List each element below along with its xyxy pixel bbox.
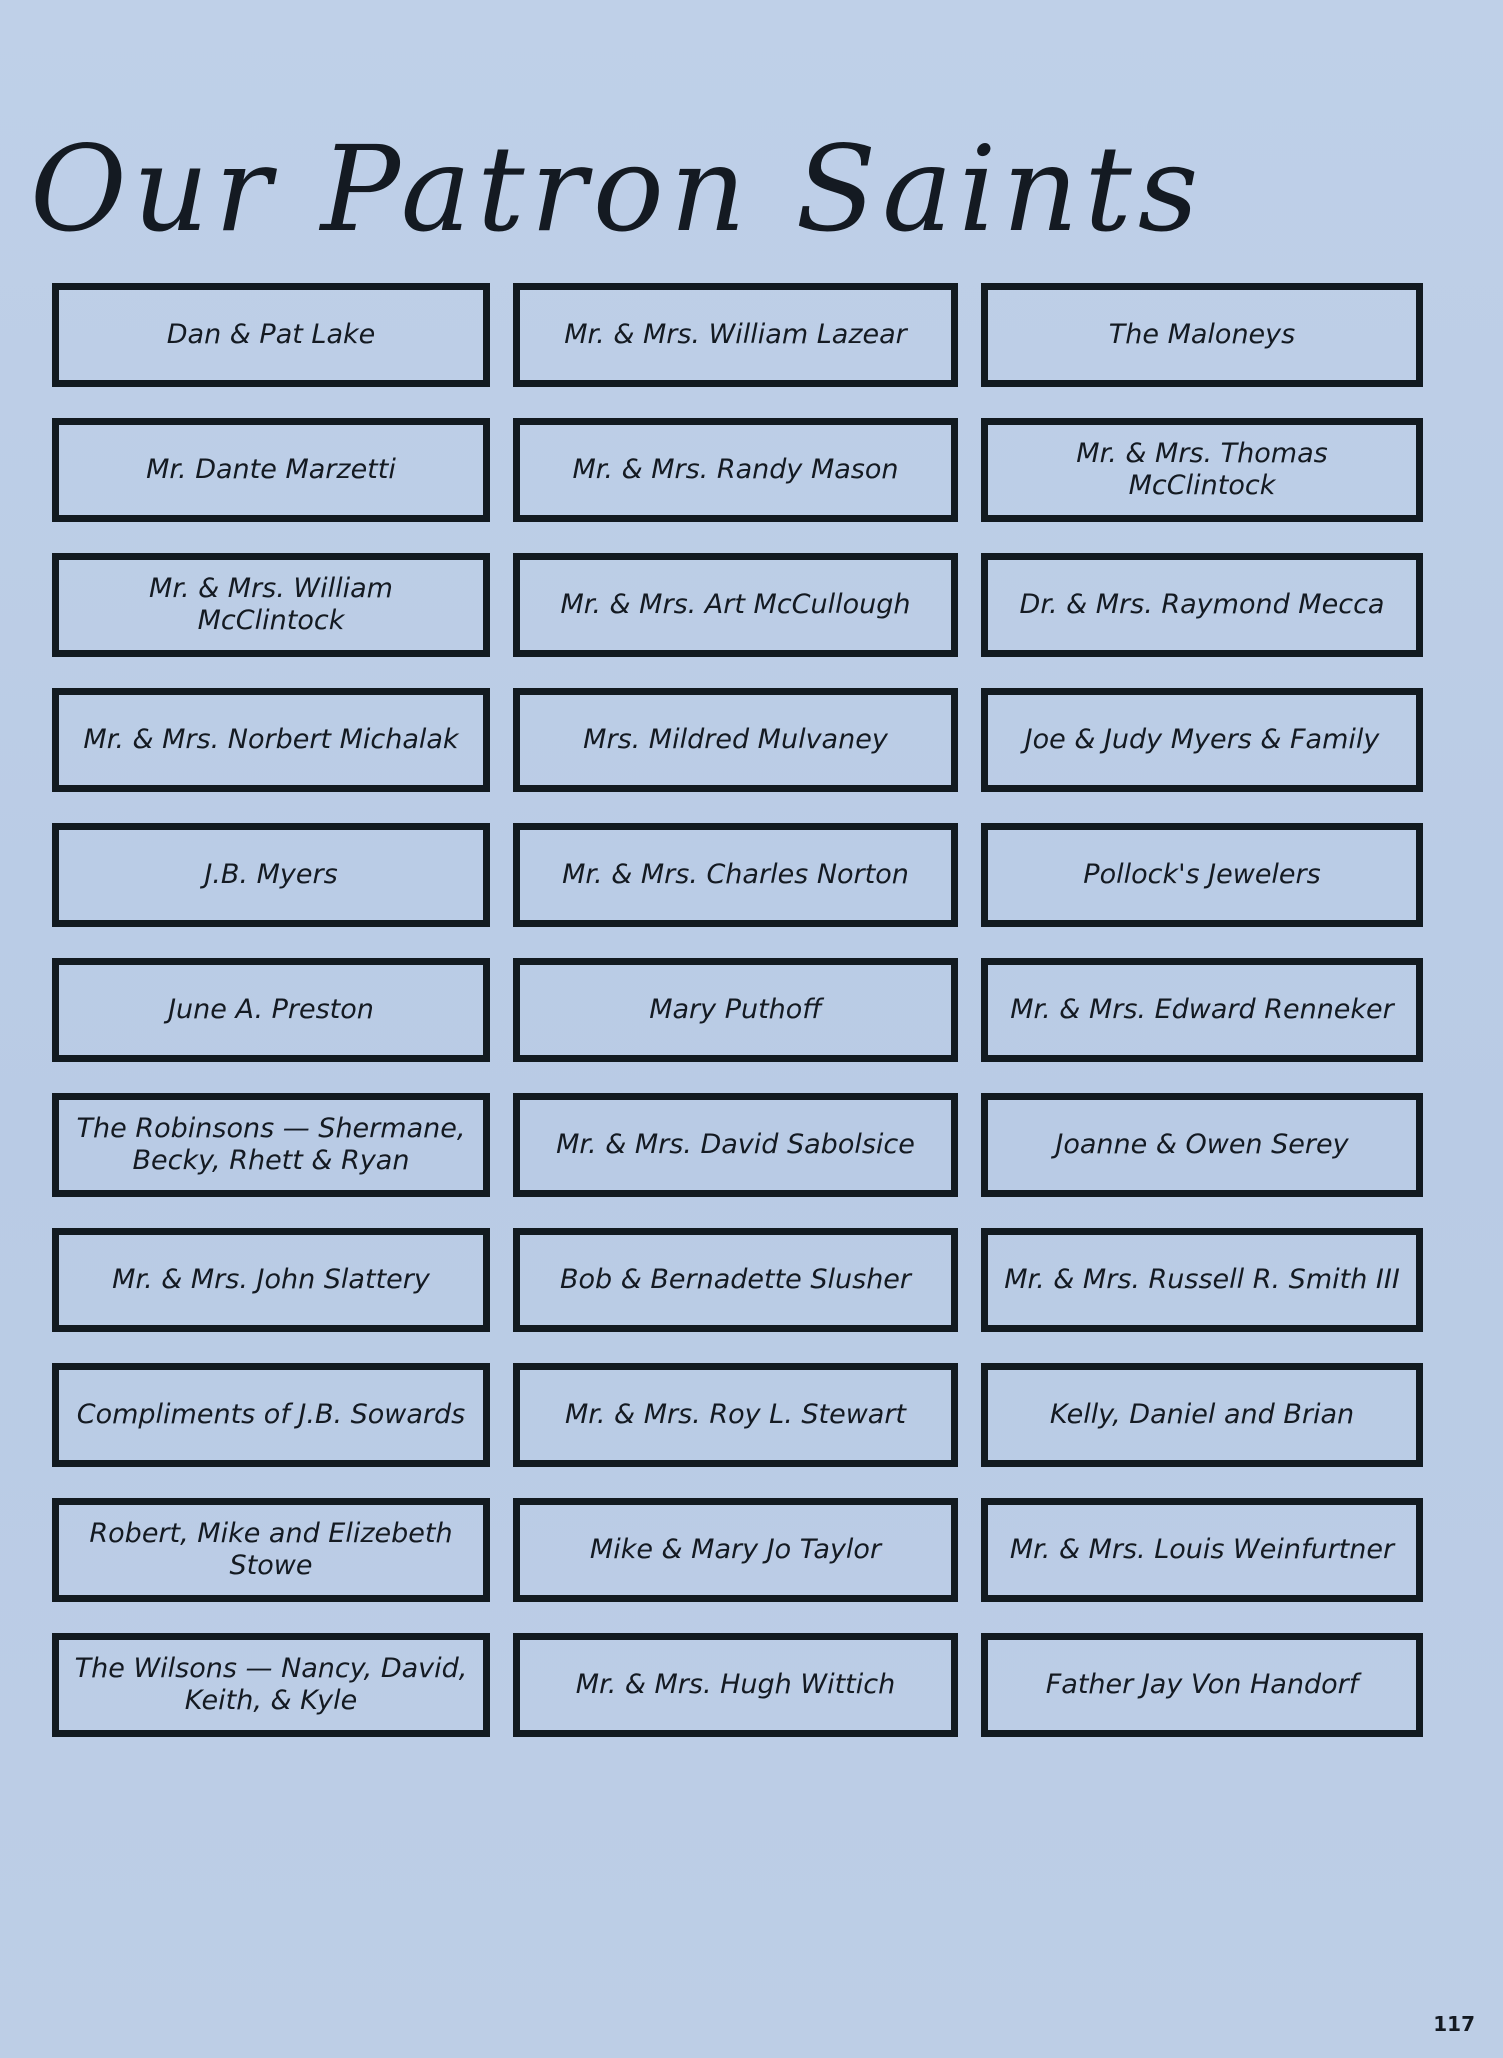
patron-card bbox=[52, 553, 490, 657]
patron-card bbox=[981, 553, 1423, 657]
patron-name: Father Jay Von Handorf bbox=[1045, 1668, 1359, 1700]
patron-grid bbox=[52, 283, 1424, 1737]
patron-name: Mike & Mary Jo Taylor bbox=[589, 1533, 882, 1565]
patron-name: Mr. & Mrs. Charles Norton bbox=[562, 858, 909, 890]
patron-card bbox=[52, 688, 490, 792]
patron-card bbox=[52, 958, 490, 1062]
patron-name: The Robinsons — Shermane, Becky, Rhett & Ryan bbox=[76, 1112, 466, 1176]
patron-card bbox=[52, 1498, 490, 1602]
patron-name: Dr. & Mrs. Raymond Mecca bbox=[1019, 588, 1385, 620]
patron-name: Joanne & Owen Serey bbox=[1055, 1128, 1349, 1160]
patron-card bbox=[513, 1498, 958, 1602]
patron-name: Mr. & Mrs. John Slattery bbox=[112, 1263, 430, 1295]
patron-card bbox=[513, 688, 958, 792]
patron-card bbox=[981, 1363, 1423, 1467]
patron-card bbox=[981, 1498, 1423, 1602]
patron-name: Joe & Judy Myers & Family bbox=[1024, 723, 1380, 755]
patron-name: Mr. & Mrs. Edward Renneker bbox=[1010, 993, 1394, 1025]
patron-card bbox=[981, 418, 1423, 522]
patron-card bbox=[981, 958, 1423, 1062]
patron-card bbox=[513, 1228, 958, 1332]
patron-name: Mr. & Mrs. David Sabolsice bbox=[556, 1128, 915, 1160]
patron-card bbox=[52, 1093, 490, 1197]
patron-card bbox=[513, 823, 958, 927]
patron-name: Dan & Pat Lake bbox=[166, 318, 376, 350]
patron-card bbox=[981, 688, 1423, 792]
patron-card bbox=[513, 1093, 958, 1197]
patron-name: Compliments of J.B. Sowards bbox=[76, 1398, 466, 1430]
patron-name: Mr. & Mrs. William McClintock bbox=[149, 572, 393, 636]
patron-card bbox=[52, 1633, 490, 1737]
patron-name: Pollock's Jewelers bbox=[1083, 858, 1321, 890]
patron-name: Mr. & Mrs. Hugh Wittich bbox=[575, 1668, 896, 1700]
patron-name: June A. Preston bbox=[168, 993, 374, 1025]
patron-card bbox=[513, 283, 958, 387]
patron-name: Mary Puthoff bbox=[649, 993, 822, 1025]
patron-name: Kelly, Daniel and Brian bbox=[1049, 1398, 1355, 1430]
patron-card bbox=[981, 1633, 1423, 1737]
page-number: 117 bbox=[1433, 2012, 1475, 2036]
patron-card bbox=[52, 1228, 490, 1332]
patron-name: Mr. & Mrs. Art McCullough bbox=[560, 588, 911, 620]
patron-card bbox=[981, 823, 1423, 927]
patron-name: Robert, Mike and Elizebeth Stowe bbox=[89, 1517, 453, 1581]
patron-card bbox=[981, 283, 1423, 387]
patron-name: Mr. & Mrs. Randy Mason bbox=[572, 453, 899, 485]
page-title: Our Patron Saints bbox=[30, 120, 1205, 258]
patron-name: Mr. & Mrs. Russell R. Smith III bbox=[1004, 1263, 1400, 1295]
patron-name: The Wilsons — Nancy, David, Keith, & Kyle bbox=[74, 1652, 468, 1716]
patron-name: Bob & Bernadette Slusher bbox=[559, 1263, 912, 1295]
patron-card bbox=[52, 283, 490, 387]
patron-card bbox=[52, 1363, 490, 1467]
patron-name: Mr. & Mrs. Louis Weinfurtner bbox=[1009, 1533, 1395, 1565]
patron-name: J.B. Myers bbox=[204, 858, 338, 890]
patron-card bbox=[513, 958, 958, 1062]
patron-card bbox=[52, 823, 490, 927]
patron-name: Mr. Dante Marzetti bbox=[146, 453, 396, 485]
patron-name: Mr. & Mrs. Thomas McClintock bbox=[1076, 437, 1328, 501]
patron-name: Mr. & Mrs. Roy L. Stewart bbox=[564, 1398, 907, 1430]
patron-card bbox=[513, 553, 958, 657]
patron-card bbox=[981, 1093, 1423, 1197]
patron-name: Mrs. Mildred Mulvaney bbox=[583, 723, 888, 755]
patron-name: Mr. & Mrs. William Lazear bbox=[564, 318, 907, 350]
patron-card bbox=[513, 418, 958, 522]
patron-name: The Maloneys bbox=[1108, 318, 1296, 350]
patron-card bbox=[52, 418, 490, 522]
patron-card bbox=[513, 1633, 958, 1737]
patron-name: Mr. & Mrs. Norbert Michalak bbox=[83, 723, 459, 755]
patron-card bbox=[981, 1228, 1423, 1332]
patron-card bbox=[513, 1363, 958, 1467]
